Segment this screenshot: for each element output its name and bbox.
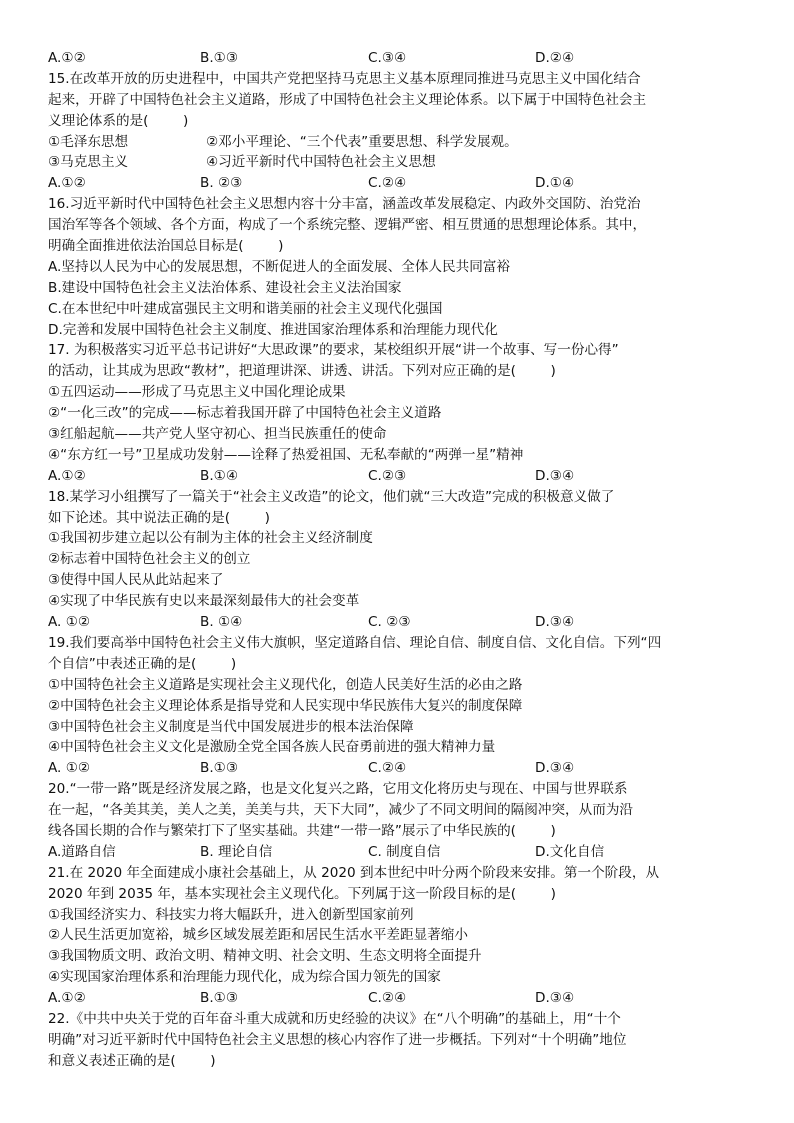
statement: ③我国物质文明、政治文明、精神文明、社会文明、生态文明将全面提升: [48, 948, 482, 965]
statement: ③中国特色社会主义制度是当代中国发展进步的根本法治保障: [48, 718, 414, 735]
question-text: 如下论述。其中说法正确的是( ): [48, 509, 270, 526]
q19-options: [48, 758, 778, 779]
option-a[interactable]: A. ①②: [48, 760, 91, 777]
option-d[interactable]: D.③④: [535, 614, 575, 631]
question-text: 18.某学习小组撰写了一篇关于“社会主义改造”的论文，他们就“三大改造”完成的积极意义做了: [48, 488, 615, 505]
question-text: 20.“一带一路”既是经济发展之路，也是文化复兴之路，它用文化将历史与现在、中国与世界联系: [48, 781, 628, 798]
question-text: 16.习近平新时代中国特色社会主义思想内容十分丰富，涵盖改革发展稳定、内政外交国防、治党治: [48, 196, 641, 213]
option-d[interactable]: D.③④: [535, 760, 575, 777]
option-d[interactable]: D.③④: [535, 467, 575, 484]
statement: ③马克思主义: [48, 154, 129, 171]
q21-options: [48, 988, 778, 1009]
statement: ②中国特色社会主义理论体系是指导党和人民实现中华民族伟大复兴的制度保障: [48, 697, 523, 714]
option-a[interactable]: A.①②: [48, 990, 86, 1007]
statement: ①中国特色社会主义道路是实现社会主义现代化，创造人民美好生活的必由之路: [48, 676, 523, 693]
question-text: 的活动，让其成为思政“教材”，把道理讲深、讲透、讲活。下列对应正确的是( ): [48, 363, 556, 380]
question-16: [48, 194, 778, 340]
option-c[interactable]: C.③④: [368, 50, 407, 66]
question-19: [48, 633, 778, 779]
question-text: 22.《中共中央关于党的百年奋斗重大成就和历史经验的决议》在“八个明确”的基础上，用“十个: [48, 1010, 621, 1027]
question-text: 起来，开辟了中国特色社会主义道路，形成了中国特色社会主义理论体系。以下属于中国特色社会主: [48, 91, 647, 108]
question-text: 21.在 2020 年全面建成小康社会基础上，从 2020 到本世纪中叶分两个阶段来安排。第一个阶段，从: [48, 864, 660, 881]
option-b[interactable]: B. 理论自信: [200, 843, 273, 860]
question-18: [48, 487, 778, 633]
q20-options: [48, 842, 778, 863]
question-text: 19.我们要高举中国特色社会主义伟大旗帜，坚定道路自信、理论自信、制度自信、文化自信。下列“四: [48, 634, 662, 651]
option-b[interactable]: B.①④: [200, 467, 239, 484]
statement: ①我国经济实力、科技实力将大幅跃升，进入创新型国家前列: [48, 906, 414, 923]
statement: ②人民生活更加宽裕，城乡区域发展差距和居民生活水平差距显著缩小: [48, 927, 468, 944]
q17-options: [48, 466, 778, 487]
option-c[interactable]: C.②③: [368, 467, 407, 484]
option-b[interactable]: B.①③: [200, 760, 239, 777]
option-b[interactable]: B. ①④: [200, 614, 243, 631]
option-a[interactable]: A. ①②: [48, 614, 91, 631]
question-21: [48, 863, 778, 1009]
statement-row: [48, 132, 778, 153]
question-text: 义理论体系的是( ): [48, 112, 189, 129]
statement: ②“一化三改”的完成——标志着我国开辟了中国特色社会主义道路: [48, 405, 442, 422]
option-c[interactable]: C. ②③: [368, 614, 411, 631]
option-d[interactable]: D.文化自信: [535, 843, 605, 860]
exam-page: [48, 48, 778, 1072]
option-a[interactable]: A.①②: [48, 175, 86, 192]
statement: ②标志着中国特色社会主义的创立: [48, 551, 251, 568]
question-text: 在一起，“各美其美，美人之美，美美与共，天下大同”，减少了不同文明间的隔阂冲突，从而为沿: [48, 802, 634, 819]
statement: ②邓小平理论、“三个代表”重要思想、科学发展观。: [206, 133, 518, 150]
statement: ①我国初步建立起以公有制为主体的社会主义经济制度: [48, 530, 373, 547]
option-c[interactable]: C.②④: [368, 760, 407, 777]
question-text: 和意义表述正确的是( ): [48, 1052, 216, 1069]
statement: ④实现国家治理体系和治理能力现代化，成为综合国力领先的国家: [48, 969, 441, 986]
q15-options: [48, 173, 778, 194]
q14-options: [48, 48, 778, 69]
option-a[interactable]: A.①②: [48, 467, 86, 484]
option-b[interactable]: B.①③: [200, 990, 239, 1007]
option-b[interactable]: B.①③: [200, 50, 239, 66]
statement: ④“东方红一号”卫星成功发射——诠释了热爱祖国、无私奉献的“两弹一星”精神: [48, 446, 524, 463]
question-text: 15.在改革开放的历史进程中，中国共产党把坚持马克思主义基本原理同推进马克思主义中国化结合: [48, 70, 641, 87]
statement-row: [48, 152, 778, 173]
q18-options: [48, 612, 778, 633]
option-c[interactable]: C. 制度自信: [368, 843, 441, 860]
option-a[interactable]: A.坚持以人民为中心的发展思想，不断促进人的全面发展、全体人民共同富裕: [48, 258, 510, 275]
statement: ①五四运动——形成了马克思主义中国化理论成果: [48, 384, 346, 401]
option-a[interactable]: A.①②: [48, 50, 86, 66]
question-text: 国治军等各个领域、各个方面，构成了一个系统完整、逻辑严密、相互贯通的思想理论体系。其中，: [48, 217, 647, 234]
question-15: [48, 69, 778, 194]
option-d[interactable]: D.①④: [535, 175, 575, 192]
question-17: [48, 340, 778, 486]
question-text: 17. 为积极落实习近平总书记讲好“大思政课”的要求，某校组织开展“讲一个故事、写一份心得”: [48, 342, 619, 359]
option-b[interactable]: B.建设中国特色社会主义法治体系、建设社会主义法治国家: [48, 279, 402, 296]
statement: ④中国特色社会主义文化是激励全党全国各族人民奋勇前进的强大精神力量: [48, 739, 496, 756]
question-text: 线各国长期的合作与繁荣打下了坚实基础。共建“一带一路”展示了中华民族的( ): [48, 822, 556, 839]
option-c[interactable]: C.②④: [368, 175, 407, 192]
option-c[interactable]: C.②④: [368, 990, 407, 1007]
option-b[interactable]: B. ②③: [200, 175, 243, 192]
question-text: 明确全面推进依法治国总目标是( ): [48, 238, 284, 255]
option-d[interactable]: D.③④: [535, 990, 575, 1007]
statement: ①毛泽东思想: [48, 133, 129, 150]
question-20: [48, 779, 778, 863]
option-d[interactable]: D.②④: [535, 50, 575, 66]
option-a[interactable]: A.道路自信: [48, 843, 116, 860]
option-c[interactable]: C.在本世纪中叶建成富强民主文明和谐美丽的社会主义现代化强国: [48, 300, 443, 317]
statement: ③红船起航——共产党人坚守初心、担当民族重任的使命: [48, 426, 387, 443]
statement: ④习近平新时代中国特色社会主义思想: [206, 154, 436, 171]
statement: ④实现了中华民族有史以来最深刻最伟大的社会变革: [48, 593, 360, 610]
question-text: 个自信”中表述正确的是( ): [48, 655, 237, 672]
option-d[interactable]: D.完善和发展中国特色社会主义制度、推进国家治理体系和治理能力现代化: [48, 321, 498, 338]
question-22: [48, 1009, 778, 1072]
statement: ③使得中国人民从此站起来了: [48, 572, 224, 589]
question-text: 2020 年到 2035 年，基本实现社会主义现代化。下列属于这一阶段目标的是( ): [48, 885, 556, 902]
question-text: 明确”对习近平新时代中国特色社会主义思想的核心内容作了进一步概括。下列对“十个明确”地位: [48, 1031, 627, 1048]
